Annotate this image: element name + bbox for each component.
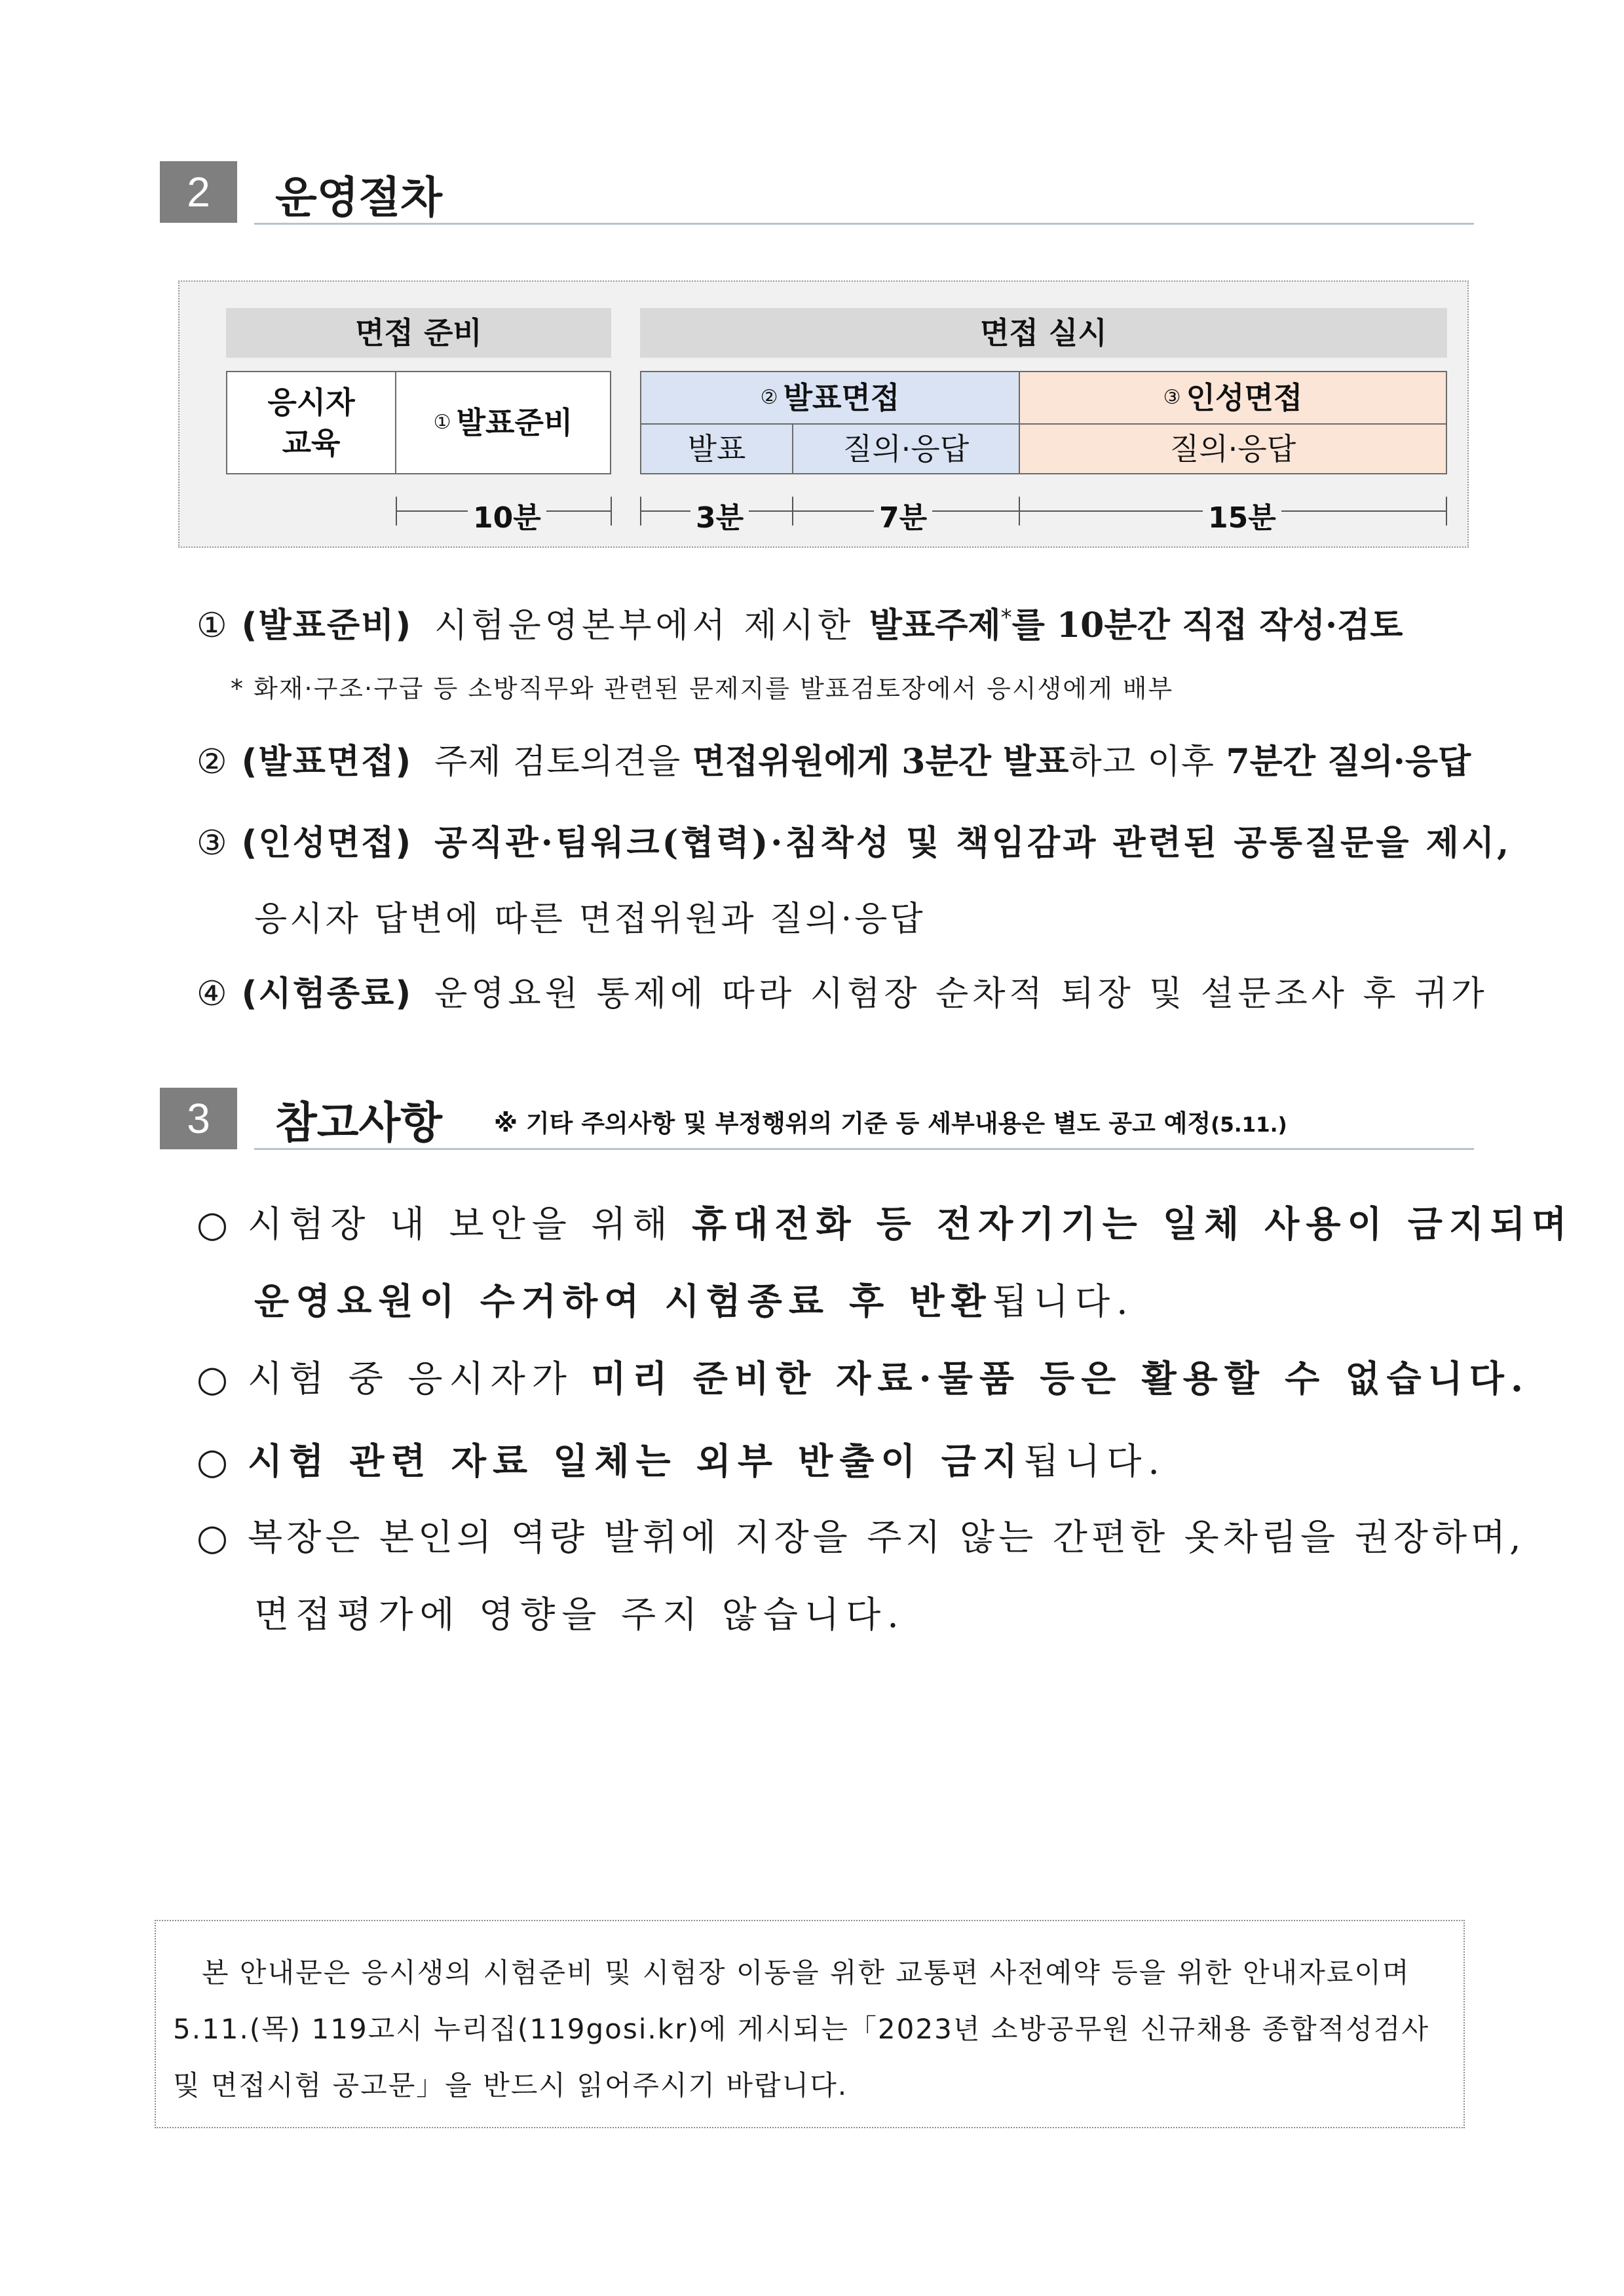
step-4 <box>197 966 1488 1015</box>
bullet-circle: ○ <box>197 1358 228 1400</box>
section-divider <box>254 223 1474 225</box>
step-tag: (발표면접) <box>241 742 413 782</box>
step-number: ④ <box>197 974 227 1014</box>
circled-3-mark: ③ <box>1163 385 1181 409</box>
step-text: 하고 이후 <box>1068 742 1226 782</box>
section-number: 2 <box>160 161 237 223</box>
timeline-tick <box>611 497 612 526</box>
step-number: ① <box>197 606 227 645</box>
bullet-circle: ○ <box>197 1516 228 1558</box>
cell-personality-interview <box>1019 371 1447 425</box>
step-tag: (발표준비) <box>241 606 413 645</box>
section-note-text: ※ 기타 주의사항 및 부정행위의 기준 등 세부내용은 별도 공고 예정 <box>494 1109 1211 1138</box>
item-text: 면접평가에 영향을 주지 않습니다. <box>254 1594 905 1636</box>
step-text-emphasis: 공직관·팀워크(협력)·침착성 및 책임감과 관련된 공통질문을 제시, <box>434 823 1512 863</box>
reference-item-4 <box>197 1508 1525 1560</box>
section-divider <box>254 1148 1474 1150</box>
section-title: 참고사항 <box>275 1098 443 1148</box>
step-number: ③ <box>197 824 227 863</box>
step-2 <box>197 734 1471 783</box>
cell-presentation-interview <box>640 371 1020 425</box>
header-interview-prep: 면접 준비 <box>226 308 611 358</box>
cell-edu-line2: 교육 <box>282 425 341 461</box>
reference-item-1 <box>197 1195 1573 1247</box>
step-3 <box>197 815 1511 864</box>
reference-item-3 <box>197 1432 1166 1484</box>
timeline-line <box>640 510 1447 512</box>
timeline-tick <box>1446 497 1447 526</box>
step-text-emphasis: 발표주제 <box>869 605 1001 645</box>
time-prep-label: 10분 <box>468 494 546 536</box>
time-personality-label: 15분 <box>1203 494 1281 536</box>
step-text-emphasis: 를 10분간 직접 작성·검토 <box>1011 605 1403 645</box>
notice-box <box>155 1920 1465 2128</box>
bullet-circle: ○ <box>197 1203 228 1245</box>
step-text: 응시자 답변에 따른 면접위원과 질의·응답 <box>254 900 926 939</box>
cell-applicant-education <box>226 371 396 474</box>
reference-item-4-continued <box>254 1586 905 1637</box>
reference-item-2 <box>197 1350 1530 1402</box>
step-3-continued <box>254 891 926 940</box>
item-text-emphasis: 시험 관련 자료 일체는 외부 반출이 금지 <box>248 1440 1024 1482</box>
section-note-date: (5.11.) <box>1211 1113 1287 1137</box>
cell-presentation-prep <box>395 371 611 474</box>
time-qa-label: 7분 <box>874 494 932 536</box>
cell-presentation: 발표 <box>640 423 793 474</box>
item-text: 시험장 내 보안을 위해 <box>248 1203 692 1245</box>
item-text-emphasis: 미리 준비한 자료·물품 등은 활용할 수 없습니다. <box>591 1357 1530 1400</box>
notice-line-3: 및 면접시험 공고문」을 반드시 읽어주시기 바랍니다. <box>173 2069 848 2101</box>
step-text-emphasis: 7분간 질의·응답 <box>1226 742 1471 782</box>
timeline-tick <box>792 497 793 526</box>
cell-qa: 질의·응답 <box>792 423 1020 474</box>
timeline-tick <box>1019 497 1020 526</box>
item-text: 시험 중 응시자가 <box>248 1358 592 1400</box>
item-text: 복장은 본인의 역량 발휘에 지장을 주지 않는 간편한 옷차림을 권장하며, <box>248 1516 1525 1558</box>
section-number: 3 <box>160 1088 237 1149</box>
step-text: 시험운영본부에서 제시한 <box>434 606 869 645</box>
cell-qa-personality: 질의·응답 <box>1019 423 1447 474</box>
cell-pres-label: 발표면접 <box>783 379 900 415</box>
circled-1-mark: ① <box>433 410 451 434</box>
item-text: 됩니다. <box>992 1280 1135 1322</box>
step-tag: (인성면접) <box>241 824 413 863</box>
item-text: 됩니다. <box>1023 1440 1166 1482</box>
cell-pers-label: 인성면접 <box>1186 379 1303 415</box>
step-tag: (시험종료) <box>241 974 413 1014</box>
item-text-emphasis: 휴대전화 등 전자기기는 일체 사용이 금지되며 <box>692 1202 1574 1245</box>
bullet-circle: ○ <box>197 1440 228 1482</box>
cell-edu-line1: 응시자 <box>267 384 355 420</box>
notice-line-2: 5.11.(목) 119고시 누리집(119gosi.kr)에 게시되는「2023년 소방공무원 신규채용 종합적성검사 <box>173 2013 1430 2045</box>
step-text: 운영요원 통제에 따라 시험장 순차적 퇴장 및 설문조사 후 귀가 <box>434 974 1488 1014</box>
circled-2-mark: ② <box>760 385 778 409</box>
footnote-star: * <box>1000 604 1012 631</box>
reference-item-1-continued <box>254 1272 1135 1324</box>
notice-line-1: 본 안내문은 응시생의 시험준비 및 시험장 이동을 위한 교통편 사전예약 등을 위한 안내자료이며 <box>202 1957 1410 1989</box>
step-text-emphasis: 면접위원에게 3분간 발표 <box>692 742 1069 782</box>
cell-prep-label: 발표준비 <box>456 404 573 440</box>
step-number: ② <box>197 742 227 782</box>
item-text-emphasis: 운영요원이 수거하여 시험종료 후 반환 <box>254 1280 992 1322</box>
section-note <box>494 1103 1287 1139</box>
section-title: 운영절차 <box>275 172 443 223</box>
step-text: 주제 검토의견을 <box>434 742 692 782</box>
step-1-footnote: * 화재·구조·구급 등 소방직무와 관련된 문제지를 발표검토장에서 응시생에게 배부 <box>231 674 1174 703</box>
time-presentation-label: 3분 <box>690 494 749 536</box>
step-1 <box>197 598 1403 647</box>
header-interview-exec: 면접 실시 <box>640 308 1447 358</box>
procedure-diagram <box>178 280 1469 548</box>
